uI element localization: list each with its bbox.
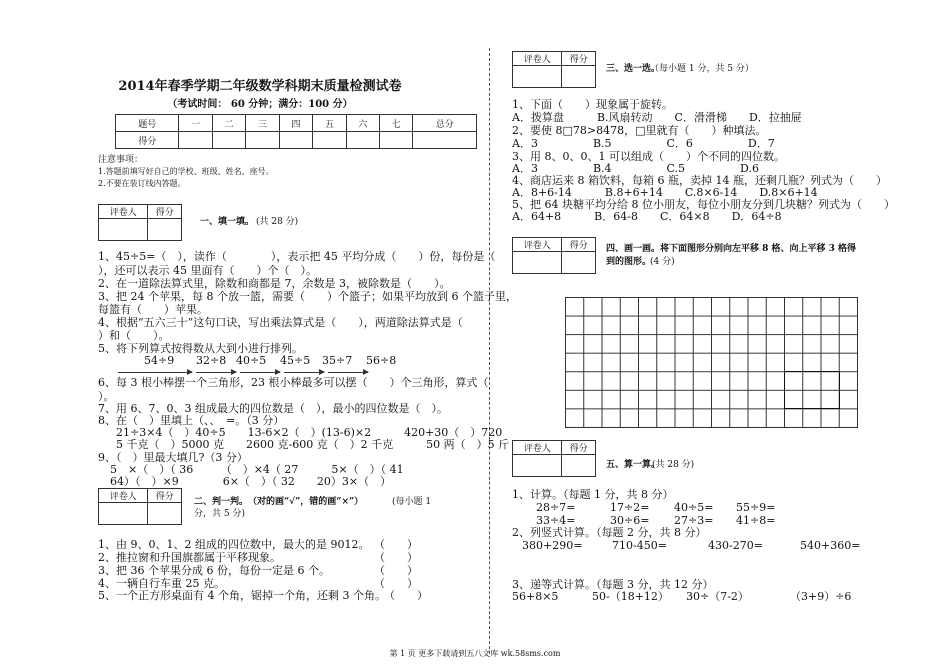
score-header-cell: 七 (380, 115, 413, 132)
calc-item: 430-270= (708, 539, 763, 552)
judge-paren[interactable]: （ ） (374, 538, 418, 551)
grader-cell[interactable] (99, 503, 148, 525)
section-2-points: 分，共 5 分) (194, 509, 245, 519)
calc-item: 33÷4= (536, 514, 576, 527)
question-line: ）和（ ）。 (98, 329, 170, 342)
choice-line: A．64+8 B．64-8 C．64×8 D．64÷8 (512, 210, 782, 223)
arrow-icon (196, 372, 236, 373)
score-cell[interactable] (413, 132, 477, 149)
notes-item: 1.答题前填写好自己的学校、班级、姓名、座号。 (98, 167, 274, 176)
page-footer: 第 1 页 更多下载请到五八文库 wk.58sms.com (389, 649, 561, 658)
order-item: 40÷5 (236, 354, 267, 367)
section-2-instruction: （对的画“√”，错的画“×”） (248, 497, 364, 507)
choice-line: 4、商店运来 8 箱饮料，每箱 6 瓶，卖掉 14 瓶，还剩几瓶？列式为（ ） (512, 174, 887, 187)
question-line: 5 千克（ ）5000 克 2600 克-600 克（ ）2 千克 50 两（ ）5 斤 (116, 438, 510, 451)
question-line: 3、把 24 个苹果，每 8 个放一篮，需要（ ）个篮子；如果平均放到 6 个篮子里， (98, 290, 517, 303)
score-cell[interactable] (179, 132, 212, 149)
page-subtitle: （考试时间： 60 分钟；满分：100 分） (167, 99, 353, 110)
score-header-cell: 五 (313, 115, 346, 132)
calc-part: 2、列竖式计算。（每题 2 分，共 8 分） (512, 526, 707, 539)
judge-item: 5、一个正方形桌面有 4 个角，锯掉一个角，还剩 3 个角。 (98, 589, 386, 602)
grader-cell[interactable] (148, 503, 182, 525)
section-4-points: (4 分) (650, 257, 675, 267)
calc-item: 17÷2= (610, 501, 650, 514)
choice-line: 2、要使 8□78>8478，□里就有（ ）种填法。 (512, 124, 767, 137)
grader-cell[interactable] (513, 252, 562, 274)
score-header-cell: 一 (179, 115, 212, 132)
notes-heading: 注意事项： (98, 155, 144, 165)
grader-label: 得分 (562, 441, 596, 455)
score-row-label: 得分 (116, 132, 179, 149)
section-4-heading: 四、画一画。将下面图形分别向左平移 8 格、向上平移 3 格得 (606, 244, 857, 254)
choice-line: 5、把 64 块糖平均分给 8 位小朋友，每位小朋友分到几块糖？列式为（ ） (512, 198, 895, 211)
score-cell[interactable] (380, 132, 413, 149)
judge-item: 1、由 9、0、1、2 组成的四位数中，最大的是 9012。 (98, 538, 370, 551)
section-5-points: (共 28 分) (652, 460, 695, 470)
grader-label: 得分 (562, 52, 596, 66)
calc-item: 56+8×5 (512, 590, 559, 603)
grader-cell[interactable] (99, 219, 148, 241)
calc-part: 1、计算。（每题 1 分，共 8 分） (512, 488, 674, 501)
calc-item: 30÷6= (610, 514, 650, 527)
score-cell[interactable] (246, 132, 279, 149)
question-line: 5、将下列算式按得数从大到小进行排列。 (98, 342, 303, 355)
question-line: 9、（ ）里最大填几?（3 分） (98, 451, 248, 464)
grader-box (512, 440, 596, 477)
score-header-cell: 题号 (116, 115, 179, 132)
calc-item: 41÷8= (736, 514, 776, 527)
score-cell[interactable] (313, 132, 346, 149)
grader-cell[interactable] (562, 455, 596, 477)
section-1-points: (共 28 分) (256, 217, 299, 227)
grader-cell[interactable] (513, 455, 562, 477)
question-line: 5 ×（ ）（ 36 （ ）×4（ 27 5×（ ）（ 41 (110, 463, 404, 476)
question-line: 21÷3×4（ ）40÷5 13-6×2（ ）(13-6)×2 420+30（ ）720 (116, 426, 503, 439)
question-line: 8、在（ ）里填上（、、 =。（3 分） (98, 414, 285, 427)
choice-line: 1、下面（ ）现象属于旋转。 (512, 98, 673, 111)
question-line: 每篮有（ ）苹果。 (98, 303, 208, 316)
calc-item: 50-（18+12） (592, 590, 669, 603)
section-3-points: （每小题 1 分，共 5 分） (650, 64, 754, 74)
grader-box (98, 204, 182, 241)
question-line: ）。 (98, 390, 115, 403)
grader-label: 得分 (148, 205, 182, 219)
grader-cell[interactable] (562, 252, 596, 274)
grader-cell[interactable] (513, 66, 562, 88)
judge-paren[interactable]: （ ） (374, 551, 418, 564)
choice-line: A．3 B.5 C．6 D．7 (512, 137, 775, 150)
choice-line: A．3 B.4 C.5 D.6 (512, 162, 759, 175)
judge-paren[interactable]: （ ） (384, 589, 428, 602)
calc-item: 40÷5= (674, 501, 714, 514)
calc-item: 27÷3= (674, 514, 714, 527)
calc-part: 3、递等式计算。（每题 3 分，共 12 分） (512, 578, 714, 591)
choice-line: A．拨算盘 B.风扇转动 C．滑滑梯 D．拉抽屉 (512, 111, 802, 124)
question-line: 2、在一道除法算式里，除数和商都是 7，余数是 3，被除数是（ ）。 (98, 277, 451, 290)
section-2-heading: 二、判一判。 (194, 497, 249, 507)
calc-item: 540+360= (800, 539, 861, 552)
question-line: 6、每 3 根小棒摆一个三角形，23 根小棒最多可以摆（ ）个三角形，算式（ (98, 376, 489, 389)
section-2-points: (每小题 1 (392, 497, 432, 507)
score-cell[interactable] (212, 132, 245, 149)
arrow-icon (240, 372, 280, 373)
score-header-cell: 二 (212, 115, 245, 132)
section-4-heading-cont: 到的图形。 (606, 257, 652, 267)
notes-item: 2.不要在装订线内答题。 (98, 179, 186, 188)
question-line: ），还可以表示 45 里面有（ ）个（ ）。 (98, 264, 317, 277)
score-header-cell: 三 (246, 115, 279, 132)
judge-item: 3、把 36 个苹果分成 6 份，每份一定是 6 个。 (98, 564, 330, 577)
score-header-cell: 总分 (413, 115, 477, 132)
judge-item: 2、推拉窗和升国旗都属于平移现象。 (98, 551, 281, 564)
grader-label: 评卷人 (513, 52, 562, 66)
grader-cell[interactable] (148, 219, 182, 241)
judge-paren[interactable]: （ ） (374, 564, 418, 577)
score-header-cell: 四 (279, 115, 312, 132)
order-item: 45÷5 (280, 354, 311, 367)
question-line: 7、用 6、7、0、3 组成最大的四位数是（ ），最小的四位数是（ ）。 (98, 402, 448, 415)
grader-label: 评卷人 (513, 441, 562, 455)
grader-label: 评卷人 (513, 238, 562, 252)
order-item: 56÷8 (366, 354, 397, 367)
calc-item: 55÷9= (736, 501, 776, 514)
calc-item: 28÷7= (536, 501, 576, 514)
arrow-icon (284, 372, 324, 373)
grader-box (512, 237, 596, 274)
score-cell[interactable] (346, 132, 379, 149)
question-line: 4、根据“五六三十”这句口诀，写出乘法算式是（ ），两道除法算式是（ (98, 316, 463, 329)
column-divider (489, 48, 490, 654)
score-cell[interactable] (279, 132, 312, 149)
calc-item: （3+9）÷6 (790, 590, 852, 603)
calc-item: 30÷（7-2） (686, 590, 749, 603)
choice-line: A．8+6-14 B.8+6+14 C.8×6-14 D.8×6+14 (512, 186, 818, 199)
calc-item: 380+290= (522, 539, 583, 552)
grader-box (98, 488, 182, 525)
question-line: 64）（ ）×9 6×（ ）（ 32 20）3×（ ） (110, 475, 392, 488)
grader-label: 评卷人 (99, 489, 148, 503)
order-item: 35÷7 (322, 354, 353, 367)
order-item: 54÷9 (144, 354, 175, 367)
judge-paren[interactable]: （ ） (374, 577, 418, 590)
grader-label: 评卷人 (99, 205, 148, 219)
page-title: 2014年春季学期二年级数学科期末质量检测试卷 (118, 79, 402, 94)
grader-box (512, 51, 596, 88)
grader-label: 得分 (562, 238, 596, 252)
score-table (115, 114, 477, 149)
section-1-heading: 一、填一填。 (200, 217, 255, 227)
question-line: 1、45÷5=（ ），读作（ ），表示把 45 平均分成（ ）份，每份是（ (98, 250, 496, 263)
calc-item: 710-450= (612, 539, 667, 552)
grader-cell[interactable] (562, 66, 596, 88)
arrow-icon (118, 372, 192, 373)
grid-rectangle (784, 371, 840, 409)
choice-line: 3、用 8、0、0、1 可以组成（ ）个不同的四位数。 (512, 150, 785, 163)
order-item: 32÷8 (196, 354, 227, 367)
grader-label: 得分 (148, 489, 182, 503)
arrow-icon (328, 372, 368, 373)
section-5-heading: 五、算一算。 (606, 460, 661, 470)
score-header-cell: 六 (346, 115, 379, 132)
section-3-heading: 三、选一选。 (606, 64, 661, 74)
judge-item: 4、一辆自行车重 25 克。 (98, 577, 225, 590)
